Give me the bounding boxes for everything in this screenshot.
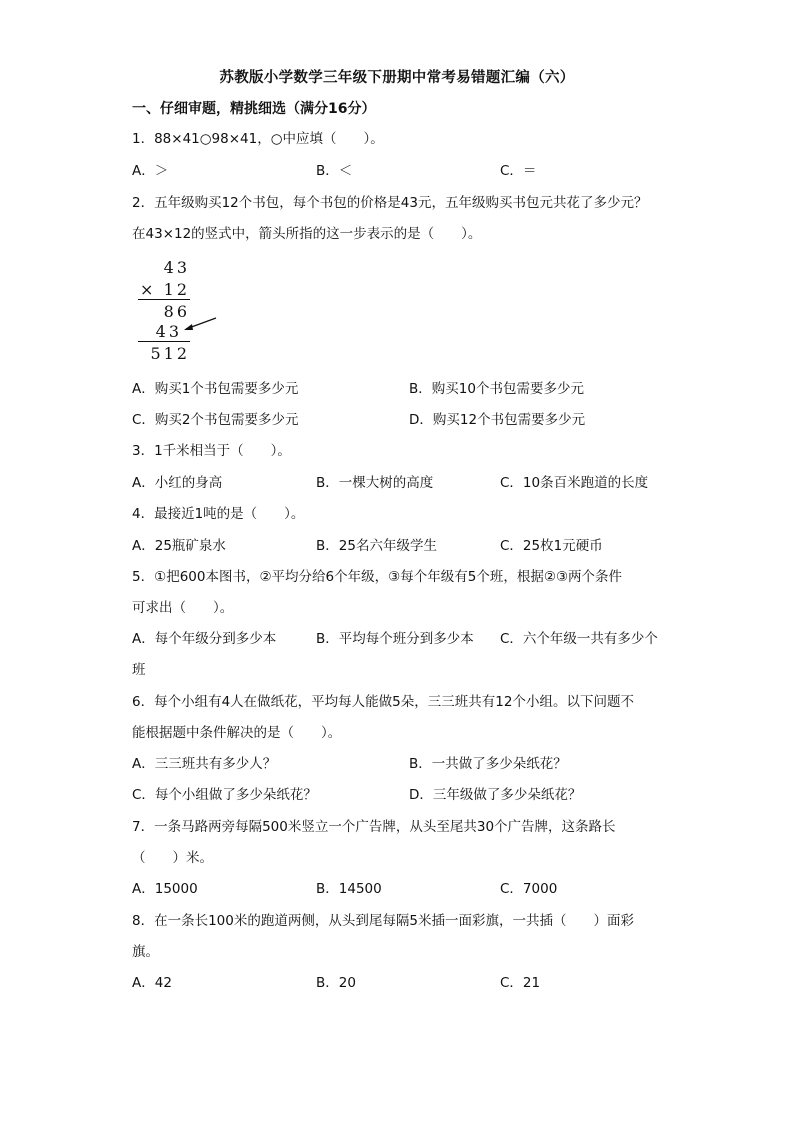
question-6-stem-line2: 能根据题中条件解决的是（ ）。 — [132, 725, 342, 741]
question-3-stem: 3．1千米相当于（ ）。 — [132, 443, 291, 459]
q8-option-b[interactable]: B．20 — [316, 975, 356, 991]
q6-option-c[interactable]: C．每个小组做了多少朵纸花？ — [132, 787, 317, 803]
q4-option-b[interactable]: B．25名六年级学生 — [316, 538, 437, 554]
vm-times-sign: × — [140, 280, 154, 299]
vm-partial-1: 86 — [163, 302, 190, 321]
question-2-stem-line2: 在43×12的竖式中，箭头所指的这一步表示的是（ ）。 — [132, 226, 482, 242]
q1-option-b[interactable]: B．＜ — [316, 163, 353, 179]
question-7-stem-line1: 7．一条马路两旁每隔500米竖立一个广告牌，从头至尾共30个广告牌，这条路长 — [132, 819, 616, 835]
q8-option-c[interactable]: C．21 — [500, 975, 541, 991]
arrow-icon — [132, 256, 252, 366]
question-6-stem-line1: 6．每个小组有4人在做纸花，平均每人能做5朵，三三班共有12个小组。以下问题不 — [132, 694, 634, 710]
vm-multiplicand: 43 — [163, 258, 190, 277]
q5-option-b[interactable]: B．平均每个班分到多少本 — [316, 631, 474, 647]
question-5-stem-line1: 5．①把600本图书，②平均分给6个年级，③每个年级有5个班，根据②③两个条件 — [132, 569, 623, 585]
q4-option-a[interactable]: A．25瓶矿泉水 — [132, 538, 226, 554]
question-7-stem-line2: （ ）米。 — [132, 850, 213, 866]
q1-option-a[interactable]: A．＞ — [132, 163, 169, 179]
vertical-multiplication — [132, 256, 252, 366]
q6-option-b[interactable]: B．一共做了多少朵纸花？ — [409, 756, 567, 772]
q5-option-c[interactable]: C．六个年级一共有多少个 — [500, 631, 658, 647]
q3-option-a[interactable]: A．小红的身高 — [132, 475, 223, 491]
question-8-stem-line2: 旗。 — [132, 944, 159, 960]
q1-option-c[interactable]: C．＝ — [500, 163, 537, 179]
q6-option-a[interactable]: A．三三班共有多少人？ — [132, 756, 277, 772]
q2-option-d[interactable]: D．购买12个书包需要多少元 — [409, 412, 586, 428]
question-5-stem-line2: 可求出（ ）。 — [132, 600, 234, 616]
q3-option-b[interactable]: B．一棵大树的高度 — [316, 475, 434, 491]
section-heading: 一、仔细审题，精挑细选（满分16分） — [132, 101, 376, 117]
question-2-stem-line1: 2．五年级购买12个书包，每个书包的价格是43元，五年级购买书包元共花了多少元？ — [132, 195, 648, 211]
q5-option-c-wrap: 班 — [132, 662, 146, 678]
q7-option-a[interactable]: A．15000 — [132, 881, 198, 897]
q2-option-a[interactable]: A．购买1个书包需要多少元 — [132, 381, 299, 397]
q8-option-a[interactable]: A．42 — [132, 975, 172, 991]
vm-partial-2: 43 — [155, 322, 182, 341]
q6-option-d[interactable]: D．三年级做了多少朵纸花？ — [409, 787, 582, 803]
q7-option-b[interactable]: B．14500 — [316, 881, 382, 897]
question-1-stem: 1．88×41○98×41，○中应填（ ）。 — [132, 131, 384, 147]
question-4-stem: 4．最接近1吨的是（ ）。 — [132, 506, 305, 522]
question-8-stem-line1: 8．在一条长100米的跑道两侧，从头到尾每隔5米插一面彩旗，一共插（ ）面彩 — [132, 913, 634, 929]
vm-product: 512 — [150, 344, 190, 363]
q3-option-c[interactable]: C．10条百米跑道的长度 — [500, 475, 649, 491]
q4-option-c[interactable]: C．25枚1元硬币 — [500, 538, 603, 554]
vm-multiplier: 12 — [163, 280, 190, 299]
page-title: 苏教版小学数学三年级下册期中常考易错题汇编（六） — [219, 70, 575, 86]
q2-option-b[interactable]: B．购买10个书包需要多少元 — [409, 381, 584, 397]
q5-option-a[interactable]: A．每个年级分到多少本 — [132, 631, 277, 647]
q7-option-c[interactable]: C．7000 — [500, 881, 558, 897]
q2-option-c[interactable]: C．购买2个书包需要多少元 — [132, 412, 299, 428]
